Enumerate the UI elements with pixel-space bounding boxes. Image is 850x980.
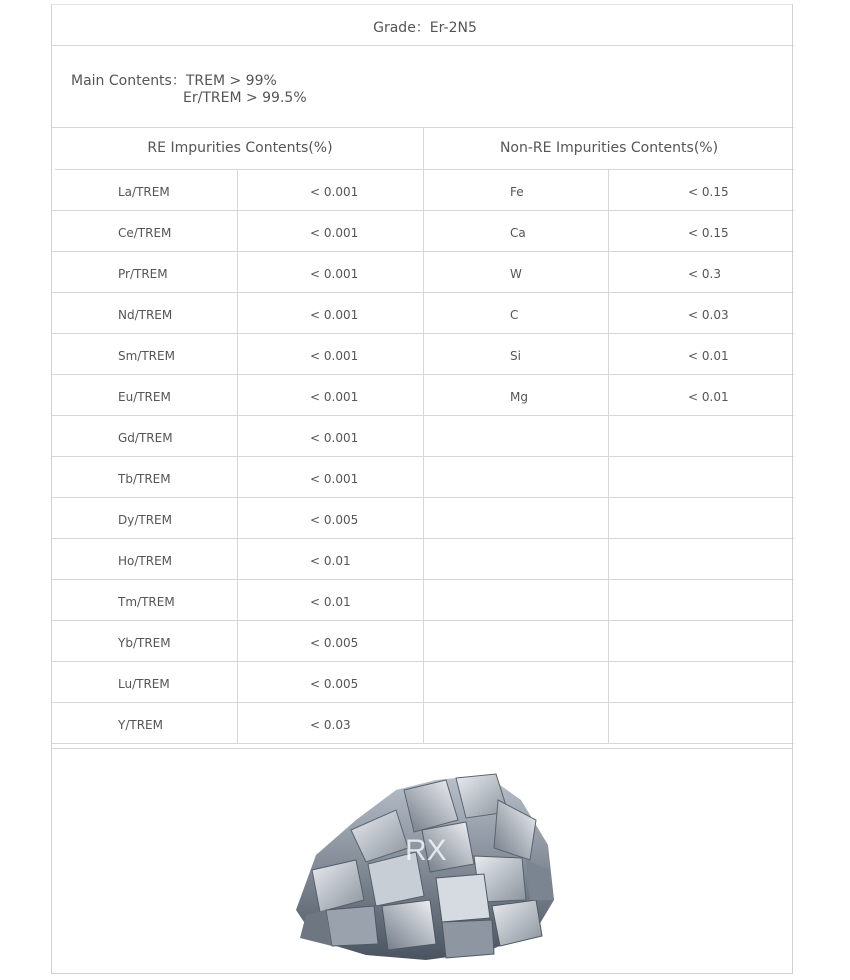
re-impurity-name: Tm/TREM <box>118 595 175 609</box>
main-contents-line-1: Main Contents：TREM > 99% <box>71 73 277 89</box>
non-re-impurity-value: < 0.3 <box>688 267 721 281</box>
non-re-impurity-value: < 0.03 <box>688 308 729 322</box>
re-impurity-name: Yb/TREM <box>118 636 171 650</box>
re-impurity-value: < 0.001 <box>310 390 359 404</box>
re-impurity-value: < 0.001 <box>310 349 359 363</box>
re-impurity-value: < 0.01 <box>310 554 351 568</box>
re-impurity-name: Lu/TREM <box>118 677 170 691</box>
re-impurity-value: < 0.005 <box>310 677 359 691</box>
re-impurity-name: Pr/TREM <box>118 267 168 281</box>
re-impurity-value: < 0.001 <box>310 431 359 445</box>
re-impurity-value: < 0.001 <box>310 185 359 199</box>
non-re-impurity-name: Fe <box>510 185 524 199</box>
re-impurity-name: Tb/TREM <box>118 472 171 486</box>
non-re-impurity-value: < 0.01 <box>688 349 729 363</box>
row-divider <box>52 743 794 744</box>
re-impurity-value: < 0.001 <box>310 308 359 322</box>
re-impurity-name: Ho/TREM <box>118 554 173 568</box>
non-re-impurity-value: < 0.01 <box>688 390 729 404</box>
watermark-text: RX <box>405 834 447 867</box>
column-divider <box>608 169 609 743</box>
re-impurity-value: < 0.005 <box>310 636 359 650</box>
main-contents-line-2: Er/TREM > 99.5% <box>183 90 307 106</box>
re-impurity-name: La/TREM <box>118 185 170 199</box>
column-divider <box>237 169 238 743</box>
non-re-impurity-name: Si <box>510 349 521 363</box>
non-re-impurity-value: < 0.15 <box>688 226 729 240</box>
re-impurity-name: Ce/TREM <box>118 226 172 240</box>
non-re-impurity-name: W <box>510 267 522 281</box>
column-divider <box>423 127 424 743</box>
re-impurity-value: < 0.005 <box>310 513 359 527</box>
re-impurity-value: < 0.001 <box>310 472 359 486</box>
re-impurity-value: < 0.001 <box>310 267 359 281</box>
re-impurity-name: Y/TREM <box>118 718 163 732</box>
re-impurities-header: RE Impurities Contents(%) <box>147 140 333 156</box>
non-re-impurity-name: C <box>510 308 519 322</box>
non-re-impurity-value: < 0.15 <box>688 185 729 199</box>
non-re-impurity-name: Mg <box>510 390 528 404</box>
divider <box>55 169 794 170</box>
re-impurity-name: Dy/TREM <box>118 513 172 527</box>
re-impurity-name: Gd/TREM <box>118 431 173 445</box>
re-impurity-name: Eu/TREM <box>118 390 171 404</box>
non-re-impurity-name: Ca <box>510 226 526 240</box>
re-impurity-value: < 0.001 <box>310 226 359 240</box>
divider <box>52 45 794 46</box>
non-re-impurities-header: Non-RE Impurities Contents(%) <box>499 140 719 156</box>
grade-title: Grade：Er-2N5 <box>373 20 477 36</box>
re-impurity-name: Sm/TREM <box>118 349 175 363</box>
re-impurity-value: < 0.01 <box>310 595 351 609</box>
re-impurity-value: < 0.03 <box>310 718 351 732</box>
re-impurity-name: Nd/TREM <box>118 308 173 322</box>
